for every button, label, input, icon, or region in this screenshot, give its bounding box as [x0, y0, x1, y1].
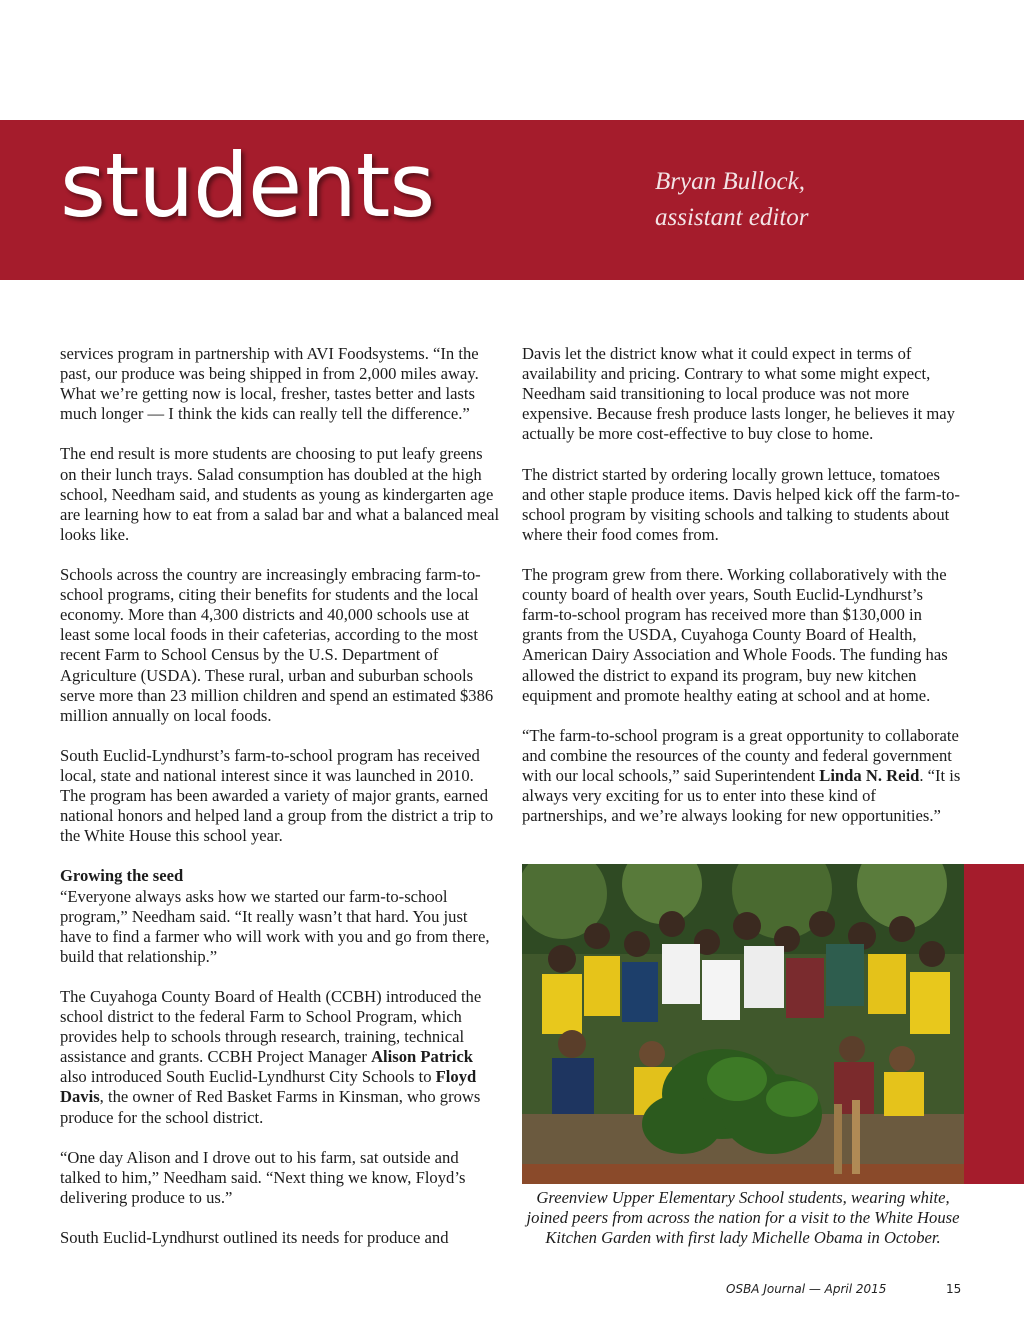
- left-column: [60, 344, 500, 1248]
- person-name: Floyd Davis: [60, 1067, 477, 1107]
- section-title: students: [60, 134, 435, 237]
- paragraph: [522, 726, 962, 826]
- text-run: . “It is always very exciting for us to enter into these kind of partnerships, and we’re always looking for new opportunities.”: [522, 765, 961, 826]
- garden-photo-illustration: [522, 864, 964, 1184]
- byline-name: Bryan Bullock,: [655, 168, 805, 195]
- paragraph: The end result is more students are choosing to put leafy greens on their lunch trays. Salad consumption has doubled at the high school, Needham said, and students as young as kindergarten age are learning how to eat from a salad bar and what a balanced meal looks like.: [60, 444, 500, 544]
- paragraph: The district started by ordering locally grown lettuce, tomatoes and other staple produce items. Davis helped kick off the farm-to-school program by visiting schools and talking to students about where their food comes from.: [522, 464, 960, 544]
- text-run: “The farm-to-school program is a great opportunity to collaborate and combine the resources of the county and federal government with our local schools,” said Superintendent: [522, 725, 959, 785]
- text-run: The Cuyahoga County Board of Health (CCBH) introduced the school district to the federal Farm to School Program, which provides help to schools through research, training, technical assistance and grants. CCBH Project Manager: [60, 987, 482, 1067]
- paragraph: Schools across the country are increasingly embracing farm-to-school programs, citing their benefits for students and the local economy. More than 4,300 districts and 40,000 schools use at least some local foods in their cafeterias, according to the most recent Farm to School Census by the U.S. Department of Agriculture (USDA). These rural, urban and suburban schools serve more than 23 million children and spend an estimated $386 million annually on local foods.: [60, 565, 494, 725]
- photo-caption: Greenview Upper Elementary School students, wearing white, joined peers from across the nation for a visit to the White House Kitchen Garden with first lady Michelle Obama in October.: [526, 1188, 960, 1248]
- person-name: Alison Patrick: [371, 1047, 473, 1067]
- text-run: , the owner of Red Basket Farms in Kinsman, who grows produce for the school district.: [60, 1087, 481, 1127]
- paragraph: The program grew from there. Working collaboratively with the county board of health over years, South Euclid-Lyndhurst’s farm-to-school program has received more than $130,000 in grants from the USDA, Cuyahoga County Board of Health, American Dairy Association and Whole Foods. The funding has allowed the district to expand its program, buy new kitchen equipment and promote healthy eating at school and at home.: [522, 565, 948, 705]
- subheading: Growing the seed: [60, 866, 184, 886]
- byline: [655, 164, 809, 236]
- photo-accent-band: [964, 864, 1024, 1184]
- paragraph: [60, 987, 500, 1128]
- page-number: 15: [946, 1282, 962, 1296]
- paragraph: Davis let the district know what it could expect in terms of availability and pricing. Contrary to what some might expect, Needham said transitioning to local produce was not more expensive. Because fresh produce lasts longer, he believes it may actually be more cost-effective to buy close to home.: [522, 344, 955, 444]
- paragraph: services program in partnership with AVI Foodsystems. “In the past, our produce was being shipped in from 2,000 miles away. What we’re getting now is local, fresher, tastes better and lasts much longer — I think the kids can really tell the difference.”: [60, 344, 479, 424]
- paragraph: “One day Alison and I drove out to his farm, sat outside and talked to him,” Needham said. “Next thing we know, Floyd’s delivering produce to us.”: [60, 1147, 466, 1207]
- footer-journal: OSBA Journal — April 2015: [726, 1282, 887, 1296]
- paragraph: South Euclid-Lyndhurst outlined its needs for produce and: [60, 1228, 449, 1248]
- paragraph: South Euclid-Lyndhurst’s farm-to-school program has received local, state and national interest since it was launched in 2010. The program has been awarded a variety of major grants, earned national honors and helped land a group from the district a trip to the White House this school year.: [60, 745, 494, 846]
- garden-photo: [522, 864, 964, 1184]
- paragraph: “Everyone always asks how we started our farm-to-school program,” Needham said. “It really wasn’t that hard. You just have to find a farmer who will work with you and go from there, build that relationship.”: [60, 886, 490, 966]
- text-run: also introduced South Euclid-Lyndhurst City Schools to: [60, 1067, 436, 1087]
- right-column: [522, 344, 962, 826]
- person-name: Linda N. Reid: [819, 765, 920, 785]
- byline-role: assistant editor: [655, 204, 809, 231]
